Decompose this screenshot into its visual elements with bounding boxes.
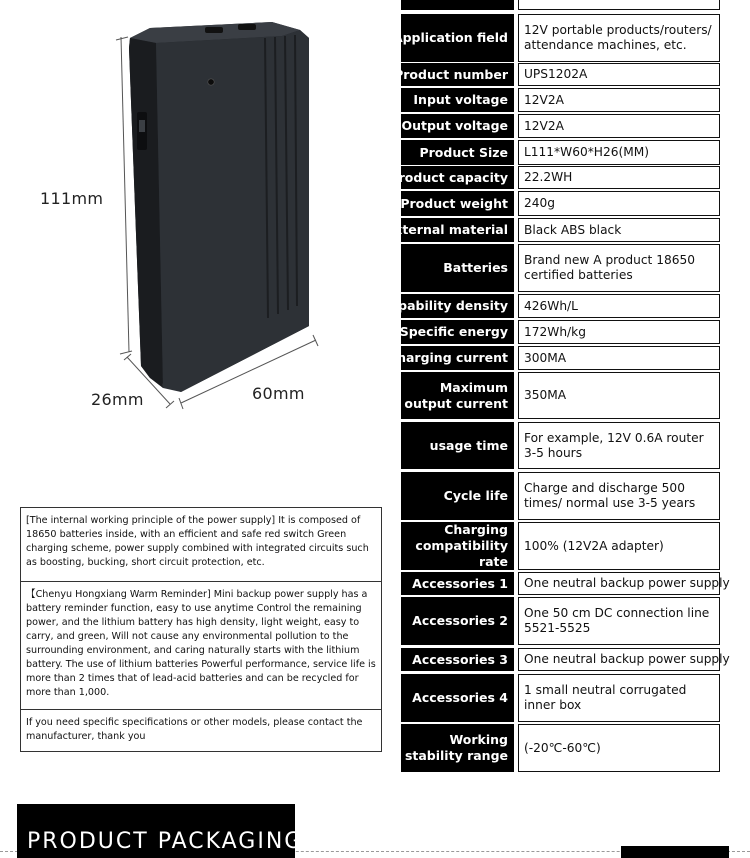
- spec-row: [401, 244, 720, 292]
- spec-value: Black ABS black: [518, 218, 720, 242]
- spec-value: 426Wh/L: [518, 294, 720, 318]
- spec-label: Working stability range: [401, 724, 514, 772]
- contact-note: If you need specific specifications or other models, please contact the manufacturer, thank you: [26, 717, 363, 742]
- spec-label: Specific energy: [401, 320, 514, 344]
- spec-label: Input voltage: [401, 88, 514, 112]
- ups-device-image: [0, 0, 390, 470]
- spec-row: [401, 674, 720, 722]
- spec-row: [401, 648, 730, 671]
- spec-label: Output voltage: [401, 114, 514, 138]
- warm-reminder-note: 【Chenyu Hongxiang Warm Reminder] Mini backup power supply has a battery reminder function, easy to use anytime Control the remaining power, and the lithium battery has high density, light weight, easy to carry, and green, Will not cause any environmental pollution to the surrounding environment, and caring naturally starts with the lithium battery. The use of lithium batteries Powerful performance, service life is more than 2 times that of lead-acid batteries and can be recycled for more than 1,000.: [21, 582, 381, 710]
- spec-label: Product number: [401, 63, 514, 86]
- spec-value: UPS1202A: [518, 63, 720, 86]
- spec-row: [394, 63, 720, 86]
- spec-row: [401, 724, 720, 772]
- spec-value: 100% (12V2A adapter): [518, 522, 720, 570]
- spec-value: 350MA: [518, 372, 720, 419]
- packaging-title: PRODUCT PACKAGING: [27, 829, 304, 854]
- spec-row: [401, 320, 720, 344]
- spec-label: External material: [401, 218, 514, 242]
- spec-row: [401, 572, 730, 595]
- spec-row: [401, 191, 720, 216]
- spec-value: Charge and discharge 500 times/ normal use 3-5 years: [518, 472, 720, 520]
- spec-label: charging current: [401, 346, 514, 370]
- spec-value: 22.2WH: [518, 166, 720, 189]
- decorative-tab: [621, 846, 729, 858]
- spec-label: Batteries: [401, 244, 514, 292]
- product-illustration: [0, 0, 390, 470]
- spec-label: Accessories 2: [401, 597, 514, 645]
- spec-value: 240g: [518, 191, 720, 216]
- description-notes: [20, 507, 382, 752]
- spec-row: [380, 294, 720, 318]
- packaging-header: [17, 804, 304, 858]
- spec-label: usage time: [401, 422, 514, 469]
- spec-row: [401, 88, 720, 112]
- spec-value: For example, 12V 0.6A router 3-5 hours: [518, 422, 720, 469]
- spec-value: One 50 cm DC connection line 5521-5525: [518, 597, 720, 645]
- spec-value: One neutral backup power supply: [518, 648, 720, 671]
- spec-label: Charging compatibility rate: [401, 522, 514, 570]
- working-principle-note: [The internal working principle of the power supply] It is composed of 18650 batteries inside, with an efficient and safe red switch Green charging scheme, power supply combined with integrated circuits such as boosting, bucking, short circuit protection, etc.: [21, 508, 381, 582]
- spec-label: Product capacity: [401, 166, 514, 189]
- spec-value: Brand new A product 18650 certified batteries: [518, 244, 720, 292]
- spec-row: [401, 422, 720, 469]
- spec-label: Maximum output current: [401, 372, 514, 419]
- spec-row: [389, 166, 720, 189]
- spec-row: [401, 372, 720, 419]
- spec-row: [389, 346, 720, 370]
- spec-row: [401, 522, 720, 570]
- specification-table: [380, 0, 730, 775]
- spec-label: Capability density: [401, 294, 514, 318]
- spec-row: [401, 114, 720, 138]
- spec-label: Product weight: [401, 191, 514, 216]
- spec-value: (-20℃-60℃): [518, 724, 720, 772]
- spec-value: L111*W60*H26(MM): [518, 140, 720, 165]
- spec-label: Accessories 1: [401, 572, 514, 595]
- spec-value: 12V2A: [518, 88, 720, 112]
- spec-value: 172Wh/kg: [518, 320, 720, 344]
- spec-row-cut: [401, 0, 720, 10]
- spec-row: [401, 597, 720, 645]
- spec-value: One neutral backup power supply: [518, 572, 720, 595]
- width-dimension-label: 60mm: [252, 384, 305, 403]
- spec-label: Accessories 3: [401, 648, 514, 671]
- spec-row: [401, 140, 720, 165]
- spec-value: 300MA: [518, 346, 720, 370]
- spec-label: Cycle life: [401, 472, 514, 520]
- depth-dimension-label: 26mm: [91, 390, 144, 409]
- spec-value: 12V portable products/routers/ attendance machines, etc.: [518, 14, 720, 62]
- spec-label: Product Size: [401, 140, 514, 165]
- spec-value: 1 small neutral corrugated inner box: [518, 674, 720, 722]
- spec-row: [401, 472, 720, 520]
- spec-row: [392, 14, 720, 62]
- height-dimension-label: 111mm: [40, 189, 104, 208]
- spec-label: Accessories 4: [401, 674, 514, 722]
- spec-label: Application field: [401, 14, 514, 62]
- spec-value: 12V2A: [518, 114, 720, 138]
- spec-row: [385, 218, 720, 242]
